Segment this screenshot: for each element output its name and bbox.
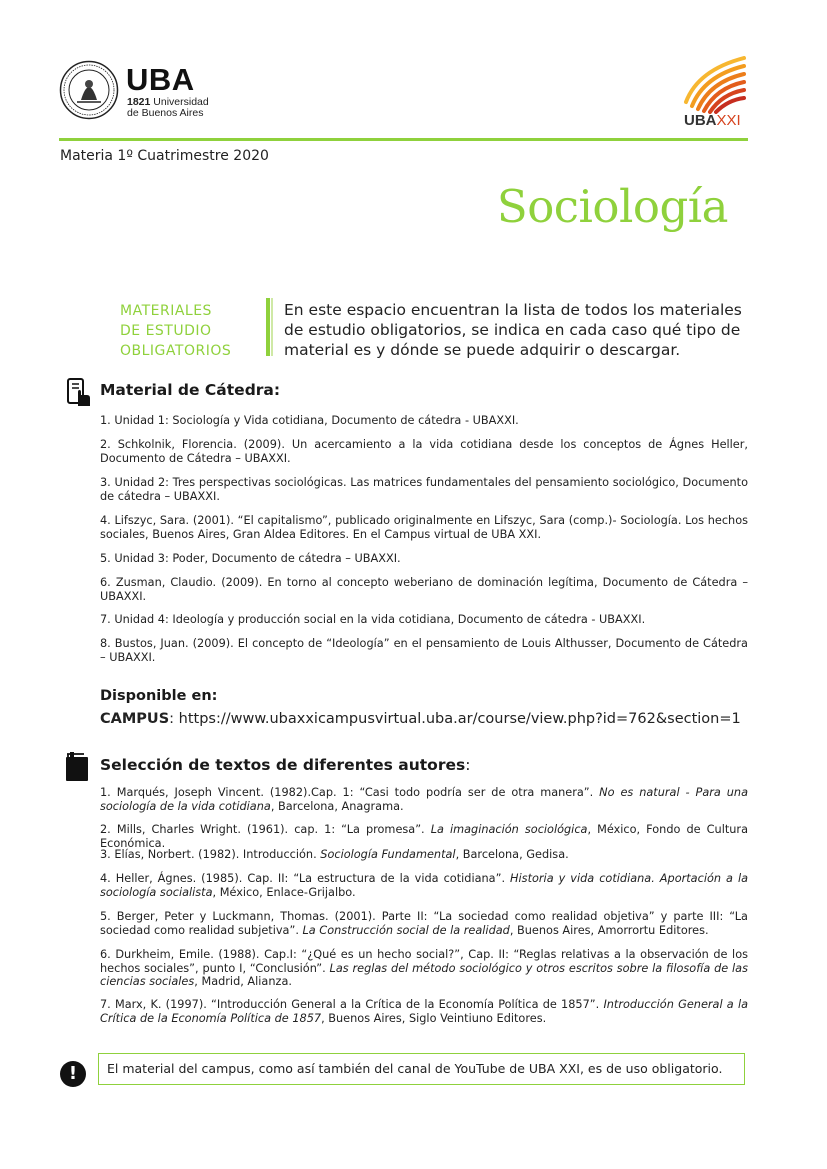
ref-text: 1. Marqués, Joseph Vincent. (1982).Cap. 1: “Casi todo podría ser de otra manera”. [100,786,600,799]
ref-title: Introducción General a la Crítica de la Economía Política de 1857 [100,998,749,1025]
uba-year: 1821 [127,96,151,108]
campus-line: CAMPUS: https://www.ubaxxicampusvirtual.uba.ar/course/view.php?id=762&section=1 [100,711,741,727]
ref-text: , México, Enlace-Grijalbo. [212,885,356,899]
seleccion-item [100,910,748,937]
ref-text: , Madrid, Alianza. [194,975,292,988]
ref-title: La Construcción social de la realidad [302,923,510,937]
ref-text: 3. Elías, Norbert. (1982). Introducción. [100,848,321,861]
ref-text: 6. Durkheim, Emile. (1988). Cap.I: “¿Qué es un hecho social?”, Cap. II: “Reglas relativas a la observación de los hechos sociales”, punto I, “Conclusión”. [100,948,748,975]
intro-divider-light [271,298,273,356]
intro-text: En este espacio encuentran la lista de todos los materiales de estudio obligatorios, se indica en cada caso qué tipo de material es y dónde se puede adquirir o descargar. [284,301,742,359]
catedra-title: Material de Cátedra: [100,381,281,399]
seleccion-item [100,823,748,850]
ref-text: 2. Mills, Charles Wright. (1961). cap. 1: “La promesa”. [100,823,431,836]
book-icon [64,752,90,782]
ref-title: Sociología Fundamental [320,848,456,861]
ref-title: Historia y vida cotidiana. Aportación a la sociología socialista [100,872,749,899]
disponible-label: Disponible en: [100,688,218,704]
catedra-item: 5. Unidad 3: Poder, Documento de cátedra – UBAXXI. [100,552,401,565]
seleccion-item [100,948,748,989]
catedra-item: 1. Unidad 1: Sociología y Vida cotidiana, Documento de cátedra - UBAXXI. [100,414,519,427]
uba-seal-icon [59,60,119,120]
intro-divider [266,298,270,356]
xxi-brand-a: UBA [684,112,717,129]
note-box: El material del campus, como así también del canal de YouTube de UBA XXI, es de uso obligatorio. [98,1053,745,1085]
ref-text: , Buenos Aires, Amorrortu Editores. [509,923,709,937]
catedra-item: 7. Unidad 4: Ideología y producción social en la vida cotidiana, Documento de cátedra - UBAXXI. [100,613,646,626]
seleccion-title-colon: : [465,756,471,774]
campus-label: CAMPUS [100,711,170,727]
ref-text: 5. Berger, Peter y Luckmann, Thomas. (2001). Parte II: “La sociedad como realidad objetiva” y parte III: “La sociedad como realidad subjetiva”. [100,910,748,937]
ref-text: , México, Fondo de Cultura Económica. [100,823,748,850]
catedra-item: 2. Schkolnik, Florencia. (2009). Un acercamiento a la vida cotidiana desde los conceptos de Ágnes Heller, Documento de Cátedra – UBAXXI. [100,438,748,465]
seleccion-item [100,786,748,813]
ref-title: La imaginación sociológica [430,823,588,836]
catedra-item: 6. Zusman, Claudio. (2009). En torno al concepto weberiano de dominación legítima, Documento de Cátedra – UBAXXI. [100,576,748,603]
ref-text: 7. Marx, K. (1997). “Introducción General a la Crítica de la Economía Política de 1857”. [100,998,604,1011]
ref-title: No es natural - Para una sociología de la vida cotidiana [100,786,748,813]
uba-subtitle [127,97,209,119]
uba-xxi-logo-icon [682,56,748,114]
xxi-brand-b: XXI [716,112,741,129]
intro-label [120,301,231,361]
materia-label: Materia 1º Cuatrimestre 2020 [60,148,269,164]
alert-icon: ! [60,1061,86,1087]
seleccion-title-text: Selección de textos de diferentes autores [100,756,466,774]
intro-label-line: MATERIALES [120,303,212,319]
ref-text: , Buenos Aires, Siglo Veintiuno Editores. [321,1011,547,1025]
ref-text: , Barcelona, Gedisa. [455,848,569,861]
uba-sub2: de Buenos Aires [127,107,204,119]
uba-title: UBA [126,62,195,97]
ref-text: 4. Heller, Ágnes. (1985). Cap. II: “La estructura de la vida cotidiana”. [100,872,511,885]
campus-link[interactable]: https://www.ubaxxicampusvirtual.uba.ar/course/view.php?id=762&section=1 [178,711,741,727]
catedra-item: 8. Bustos, Juan. (2009). El concepto de “Ideología” en el pensamiento de Louis Althusser, Documento de Cátedra – UBAXXI. [100,637,748,664]
uba-sub1: Universidad [153,96,209,108]
seleccion-title [100,756,470,774]
seleccion-item [100,872,748,899]
uba-xxi-wordmark [684,112,741,129]
seleccion-item [100,998,748,1025]
catedra-item: 4. Lifszyc, Sara. (2001). “El capitalismo”, publicado originalmente en Lifszyc, Sara (comp.)- Sociología. Los hechos sociales, Buenos Aires, Gran Aldea Editores. En el Campus virtual de UBA XXI. [100,514,748,541]
catedra-item: 3. Unidad 2: Tres perspectivas sociológicas. Las matrices fundamentales del pensamiento sociológico, Documento de cátedra – UBAXXI. [100,476,748,503]
seleccion-item [100,848,748,862]
header-divider [59,138,748,141]
mobile-hand-icon [66,378,92,408]
ref-title: Las reglas del método sociológico y otros escritos sobre la filosofía de las ciencias sociales [100,961,748,988]
intro-label-line: OBLIGATORIOS [120,343,232,359]
page-title: Sociología [496,180,728,233]
ref-text: , Barcelona, Anagrama. [270,799,404,813]
intro-label-line: DE ESTUDIO [120,323,212,339]
